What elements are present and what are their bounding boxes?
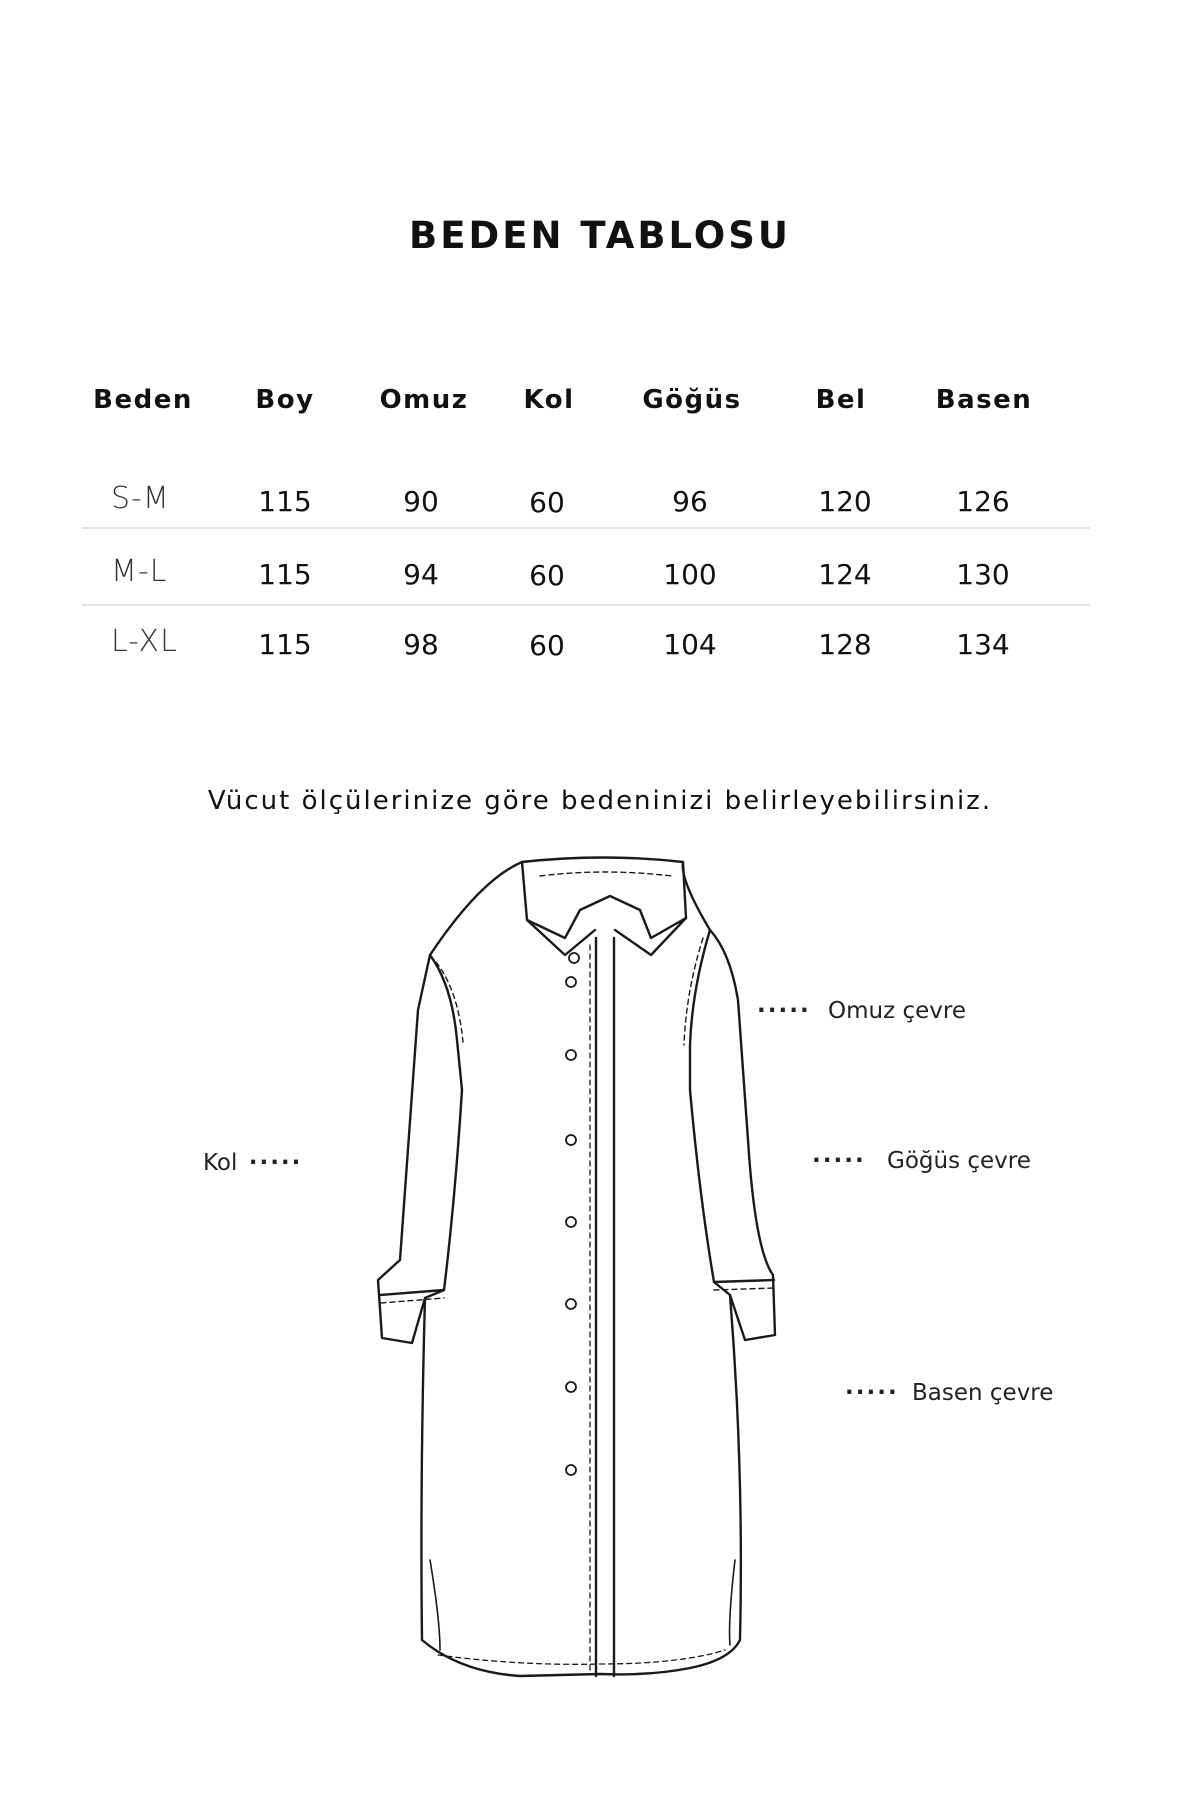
boy-value: 115 [258,558,312,591]
callout-dots: ····· [757,998,811,1024]
size-label: M-L [111,554,168,589]
callout-dots: ····· [845,1380,899,1406]
callout-kol [203,1150,302,1176]
header-omuz: Omuz [379,385,469,415]
callout-dots: ····· [248,1150,303,1176]
callout-dots: ····· [812,1148,866,1174]
callout-omuz-label: Omuz çevre [828,998,966,1024]
omuz-value: 94 [403,558,439,591]
kol-value: 60 [529,559,565,592]
boy-value: 115 [258,628,312,661]
size-label: L-XL [111,624,178,659]
gogus-value: 104 [663,628,717,661]
callout-basen-label: Basen çevre [912,1380,1054,1406]
boy-value: 115 [258,485,312,518]
gogus-value: 100 [663,558,717,591]
omuz-value: 98 [403,628,439,661]
header-boy: Boy [255,385,315,415]
basen-value: 126 [956,485,1010,518]
omuz-value: 90 [403,485,439,518]
size-hint-text: Vücut ölçülerinize göre bedeninizi belirleyebilirsiniz. [207,786,993,816]
kol-value: 60 [529,486,565,519]
bel-value: 120 [818,485,872,518]
header-beden: Beden [93,385,193,415]
header-kol: Kol [523,385,575,415]
bel-value: 124 [818,558,872,591]
basen-value: 130 [956,558,1010,591]
callout-basen [845,1380,1053,1406]
header-bel: Bel [815,385,867,415]
callout-kol-label: Kol [203,1150,238,1176]
gogus-value: 96 [672,485,708,518]
bel-value: 128 [818,628,872,661]
kol-value: 60 [529,629,565,662]
basen-value: 134 [956,628,1010,661]
header-basen: Basen [935,385,1033,415]
callout-omuz [757,998,966,1024]
size-chart-title: BEDEN TABLOSU [409,214,791,257]
header-gogus: Göğüs [642,385,742,415]
callout-gogus-label: Göğüs çevre [887,1148,1031,1174]
callout-gogus [812,1148,1031,1174]
size-label: S-M [111,481,170,516]
